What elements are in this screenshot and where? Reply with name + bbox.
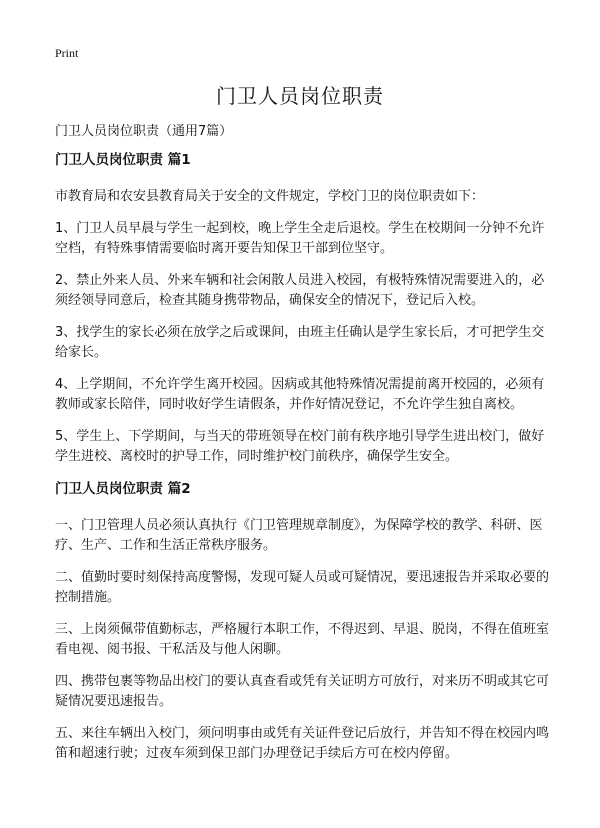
section-2 — [55, 479, 550, 764]
paragraph: 五、来往车辆出入校门，须问明事由或凭有关证件登记后放行，并告知不得在校园内鸣笛和超速行驶；过夜车须到保卫部门办理登记手续后方可在校内停留。 — [55, 726, 550, 761]
paragraph: 1、门卫人员早晨与学生一起到校，晚上学生全走后退校。学生在校期间一分钟不允许空档，有特殊事情需要临时离开要告知保卫干部到位坚守。 — [55, 221, 545, 256]
print-link[interactable]: Print — [55, 46, 79, 60]
paragraph: 4、上学期间，不允许学生离开校园。因病或其他特殊情况需提前离开校园的，必须有教师或家长陪伴，同时收好学生请假条，并作好情况登记，不允许学生独自离校。 — [55, 377, 545, 412]
paragraph: 3、找学生的家长必须在放学之后或课间，由班主任确认是学生家长后，才可把学生交给家长。 — [55, 325, 545, 360]
paragraph: 二、值勤时要时刻保持高度警惕，发现可疑人员或可疑情况，要迅速报告并采取必要的控制措施。 — [55, 570, 550, 605]
section-heading: 门卫人员岗位职责 篇2 — [55, 481, 191, 497]
paragraph: 四、携带包裹等物品出校门的要认真查看或凭有关证明方可放行，对来历不明或其它可疑情况要迅速报告。 — [55, 674, 550, 709]
paragraph: 2、禁止外来人员、外来车辆和社会闲散人员进入校园，有极特殊情况需要进入的，必须经领导同意后，检查其随身携带物品，确保安全的情况下，登记后入校。 — [55, 273, 545, 308]
paragraph: 市教育局和农安县教育局关于安全的文件规定，学校门卫的岗位职责如下： — [55, 189, 485, 204]
paragraph: 5、学生上、下学期间，与当天的带班领导在校门前有秩序地引导学生进出校门，做好学生进校、离校时的护导工作，同时维护校门前秩序，确保学生安全。 — [55, 429, 545, 464]
page-title: 门卫人员岗位职责 — [216, 84, 384, 108]
document-subtitle: 门卫人员岗位职责（通用7篇） — [55, 124, 233, 139]
section-heading: 门卫人员岗位职责 篇1 — [55, 152, 191, 168]
section-1 — [55, 150, 550, 467]
document-body — [55, 150, 550, 776]
paragraph: 三、上岗须佩带值勤标志，严格履行本职工作，不得迟到、早退、脱岗，不得在值班室看电视、阅书报、干私活及与他人闲聊。 — [55, 622, 550, 657]
paragraph: 一、门卫管理人员必须认真执行《门卫管理规章制度》，为保障学校的教学、科研、医疗、生产、工作和生活正常秩序服务。 — [55, 518, 543, 553]
